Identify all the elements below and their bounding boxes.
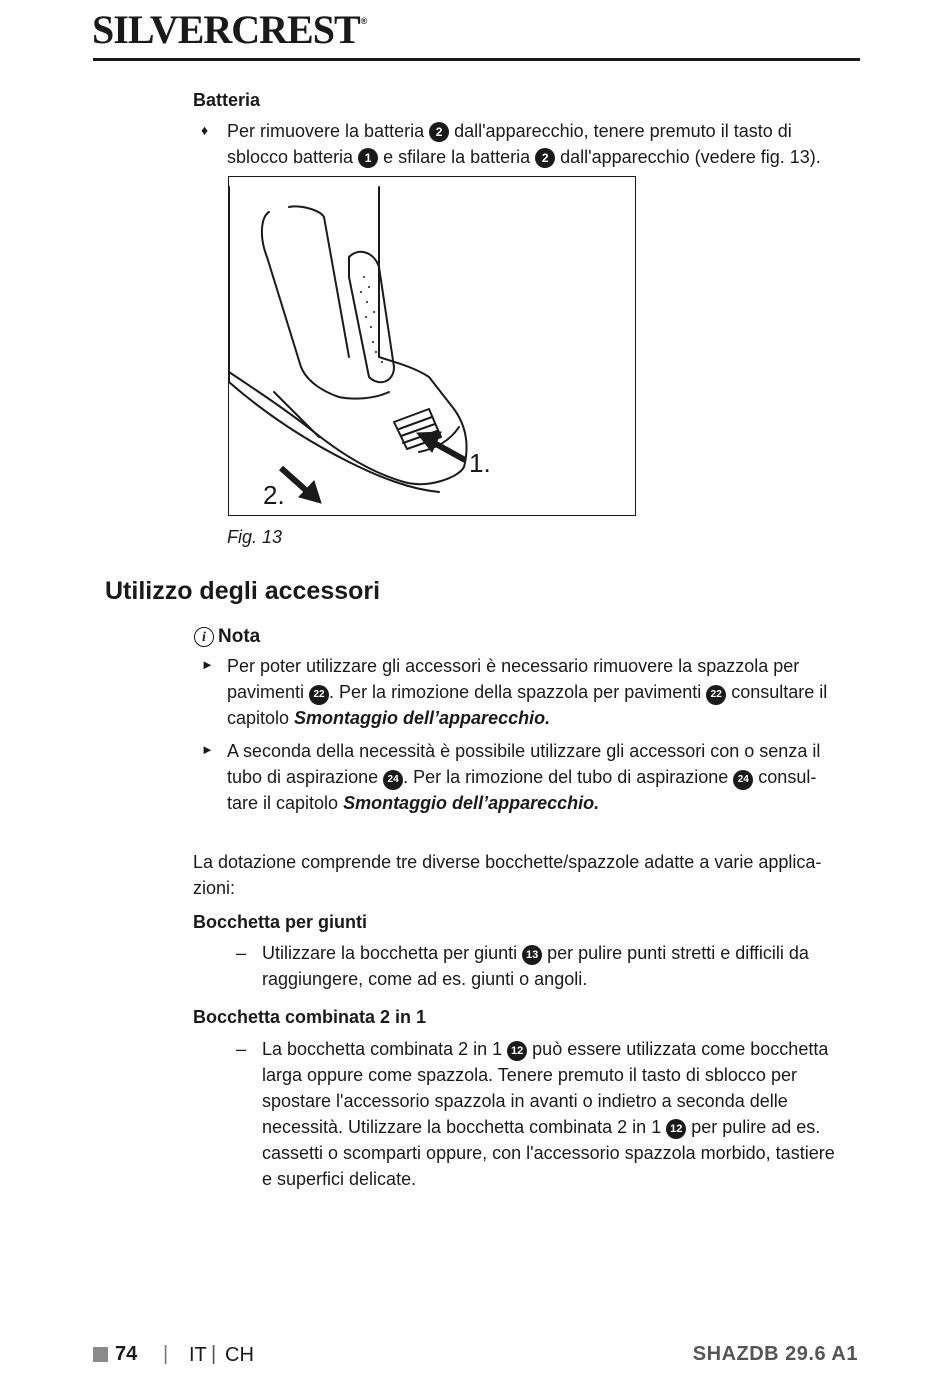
- ref-number-12: 12: [666, 1119, 686, 1139]
- ref-number-13: 13: [522, 945, 542, 965]
- figure-caption: Fig. 13: [227, 527, 283, 547]
- joints-line-1: Utilizzare la bocchetta per giunti 13 per pulire punti stretti e difficili da: [262, 943, 809, 963]
- note-bullet-1-line-3: capitolo Smontaggio dell’apparecchio.: [227, 708, 551, 728]
- section-title: Utilizzo degli accessori: [105, 577, 381, 605]
- battery-line-2: sblocco batteria 1 e sfilare la batteria 2 dall'apparecchio (vedere fig. 13).: [227, 147, 821, 167]
- ref-number-2: 2: [535, 148, 555, 168]
- joints-line-2: raggiungere, come ad es. giunti o angoli.: [262, 969, 588, 989]
- note-bullet-2-line-2: tubo di aspirazione 24 . Per la rimozione del tubo di aspirazione 24 consul-: [227, 764, 816, 790]
- ref-number-24: 24: [383, 770, 403, 790]
- dash-bullet: –: [236, 1039, 247, 1059]
- note-bullet-2-line-1: A seconda della necessità è possibile utilizzare gli accessori con o senza il: [227, 741, 821, 761]
- arrow-label-2: 2.: [263, 480, 285, 510]
- combo-line-6: e superfici delicate.: [262, 1169, 417, 1189]
- footer-separator: |: [211, 1343, 217, 1365]
- footer-lang-it: IT: [189, 1344, 207, 1366]
- combo-line-1: La bocchetta combinata 2 in 1 12 può essere utilizzata come bocchetta: [262, 1039, 829, 1059]
- intro-line-2: zioni:: [193, 878, 236, 898]
- combo-heading: Bocchetta combinata 2 in 1: [193, 1007, 427, 1027]
- figure-13: [228, 176, 636, 516]
- ref-number-2: 2: [429, 122, 449, 142]
- battery-removal-illustration: [229, 177, 636, 516]
- header-rule: [93, 58, 860, 61]
- note-bullet-1-line-1: Per poter utilizzare gli accessori è necessario rimuovere la spazzola per: [227, 656, 800, 676]
- combo-line-3: spostare l'accessorio spazzola in avanti o indietro a seconda delle: [262, 1091, 788, 1111]
- arrow-label-1: 1.: [469, 448, 491, 478]
- ref-number-24: 24: [733, 770, 753, 790]
- info-icon: i: [194, 627, 214, 647]
- arrow-bullet: ►: [201, 657, 214, 672]
- joints-heading: Bocchetta per giunti: [193, 912, 368, 932]
- ref-number-12: 12: [507, 1041, 527, 1061]
- battery-line-1: Per rimuovere la batteria 2 dall'apparecchio, tenere premuto il tasto di: [227, 121, 792, 141]
- ref-number-22: 22: [706, 685, 726, 705]
- intro-line-1: La dotazione comprende tre diverse bocchette/spazzole adatte a varie applica-: [193, 852, 822, 872]
- combo-line-5: cassetti o scomparti oppure, con l'accessorio spazzola morbido, tastiere: [262, 1143, 835, 1163]
- note-bullet-1-line-2: pavimenti 22 . Per la rimozione della spazzola per pavimenti 22 consultare il: [227, 679, 827, 705]
- combo-line-2: larga oppure come spazzola. Tenere premuto il tasto di sblocco per: [262, 1065, 797, 1085]
- ref-number-1: 1: [358, 148, 378, 168]
- footer-separator: |: [163, 1343, 169, 1365]
- footer-lang-ch: CH: [225, 1344, 254, 1366]
- arrow-bullet: ►: [201, 742, 214, 757]
- model-number: SHAZDB 29.6 A1: [692, 1343, 858, 1365]
- ref-number-22: 22: [309, 685, 329, 705]
- page-marker-square: [93, 1347, 108, 1362]
- dash-bullet: –: [236, 943, 247, 963]
- brand-logo: SILVERCREST®: [92, 7, 367, 52]
- page-number: 74: [115, 1343, 138, 1365]
- battery-heading: Batteria: [193, 90, 261, 110]
- combo-line-4: necessità. Utilizzare la bocchetta combinata 2 in 1 12 per pulire ad es.: [262, 1117, 821, 1137]
- note-bullet-2-line-3: tare il capitolo Smontaggio dell’apparecchio.: [227, 793, 600, 813]
- note-heading: i Nota: [194, 626, 260, 648]
- diamond-bullet: ♦: [201, 122, 209, 138]
